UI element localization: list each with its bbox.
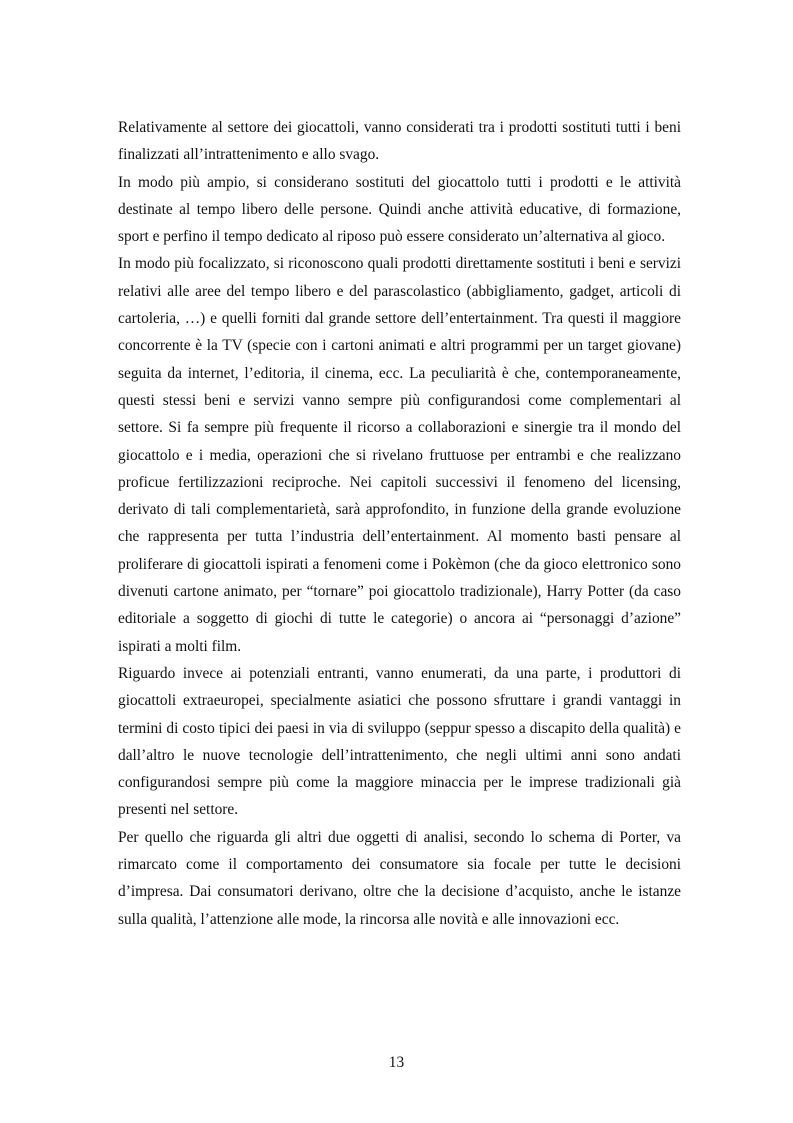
- paragraph-porter-analysis: Per quello che riguarda gli altri due oggetti di analisi, secondo lo schema di Porter, va rimarcato come il comportamento dei consumatore sia focale per tutte le decisioni d’impresa. Dai consumatori derivano, oltre che la decisione d’acquisto, anche le istanze sulla qualità, l’attenzione alle mode, la rincorsa alle novità e alle innovazioni ecc.: [118, 828, 681, 928]
- paragraph-potential-entrants: Riguardo invece ai potenziali entranti, vanno enumerati, da una parte, i produttori di giocattoli extraeuropei, specialmente asiatici che possono sfruttare i grandi vantaggi in termini di costo tipici dei paesi in via di sviluppo (seppur spesso a discapito della qualità) e dall’altro le nuove tecnologie dell’intrattenimento, che negli ultimi anni sono andati configurandosi sempre più come la maggiore minaccia per le imprese tradizionali già presenti nel settore.: [118, 664, 681, 819]
- page-number: 13: [388, 1054, 405, 1071]
- paragraph-broad-substitutes: In modo più ampio, si considerano sostituti del giocattolo tutti i prodotti e le attività destinate al tempo libero delle persone. Quindi anche attività educative, di formazione, sport e perfino il tempo dedicato al riposo può essere considerato un’alternativa al gioco.: [118, 173, 681, 246]
- paragraph-focused-substitutes: In modo più focalizzato, si riconoscono quali prodotti direttamente sostituti i beni e servizi relativi alle aree del tempo libero e del parascolastico (abbigliamento, gadget, articoli di cartoleria, …) e quelli forniti dal grande settore dell’entertainment. Tra questi il maggiore concorrente è la TV (specie con i cartoni animati e altri programmi per un target giovane) seguita da internet, l’editoria, il cinema, ecc. La peculiarità è che, contemporaneamente, questi stessi beni e servizi vanno sempre più configurandosi come complementari al settore. Si fa sempre più frequente il ricorso a collaborazioni e sinergie tra il mondo del giocattolo e i media, operazioni che si rivelano fruttuose per entrambi e che realizzano proficue fertilizzazioni reciproche. Nei capitoli successivi il fenomeno del licensing, derivato di tali complementarietà, sarà approfondito, in funzione della grande evoluzione che rappresenta per tutta l’industria dell’entertainment. Al momento basti pensare al proliferare di giocattoli ispirati a fenomeni come i Pokèmon (che da gioco elettronico sono divenuti cartone animato, per “tornare” poi giocattolo tradizionale), Harry Potter (da caso editoriale a soggetto di giochi di tutte le categorie) o ancora ai “personaggi d’azione” ispirati a molti film.: [118, 255, 681, 655]
- body-text: [118, 114, 681, 933]
- paragraph-substitutes-intro: Relativamente al settore dei giocattoli, vanno considerati tra i prodotti sostituti tutti i beni finalizzati all’intrattenimento e allo svago.: [118, 119, 681, 164]
